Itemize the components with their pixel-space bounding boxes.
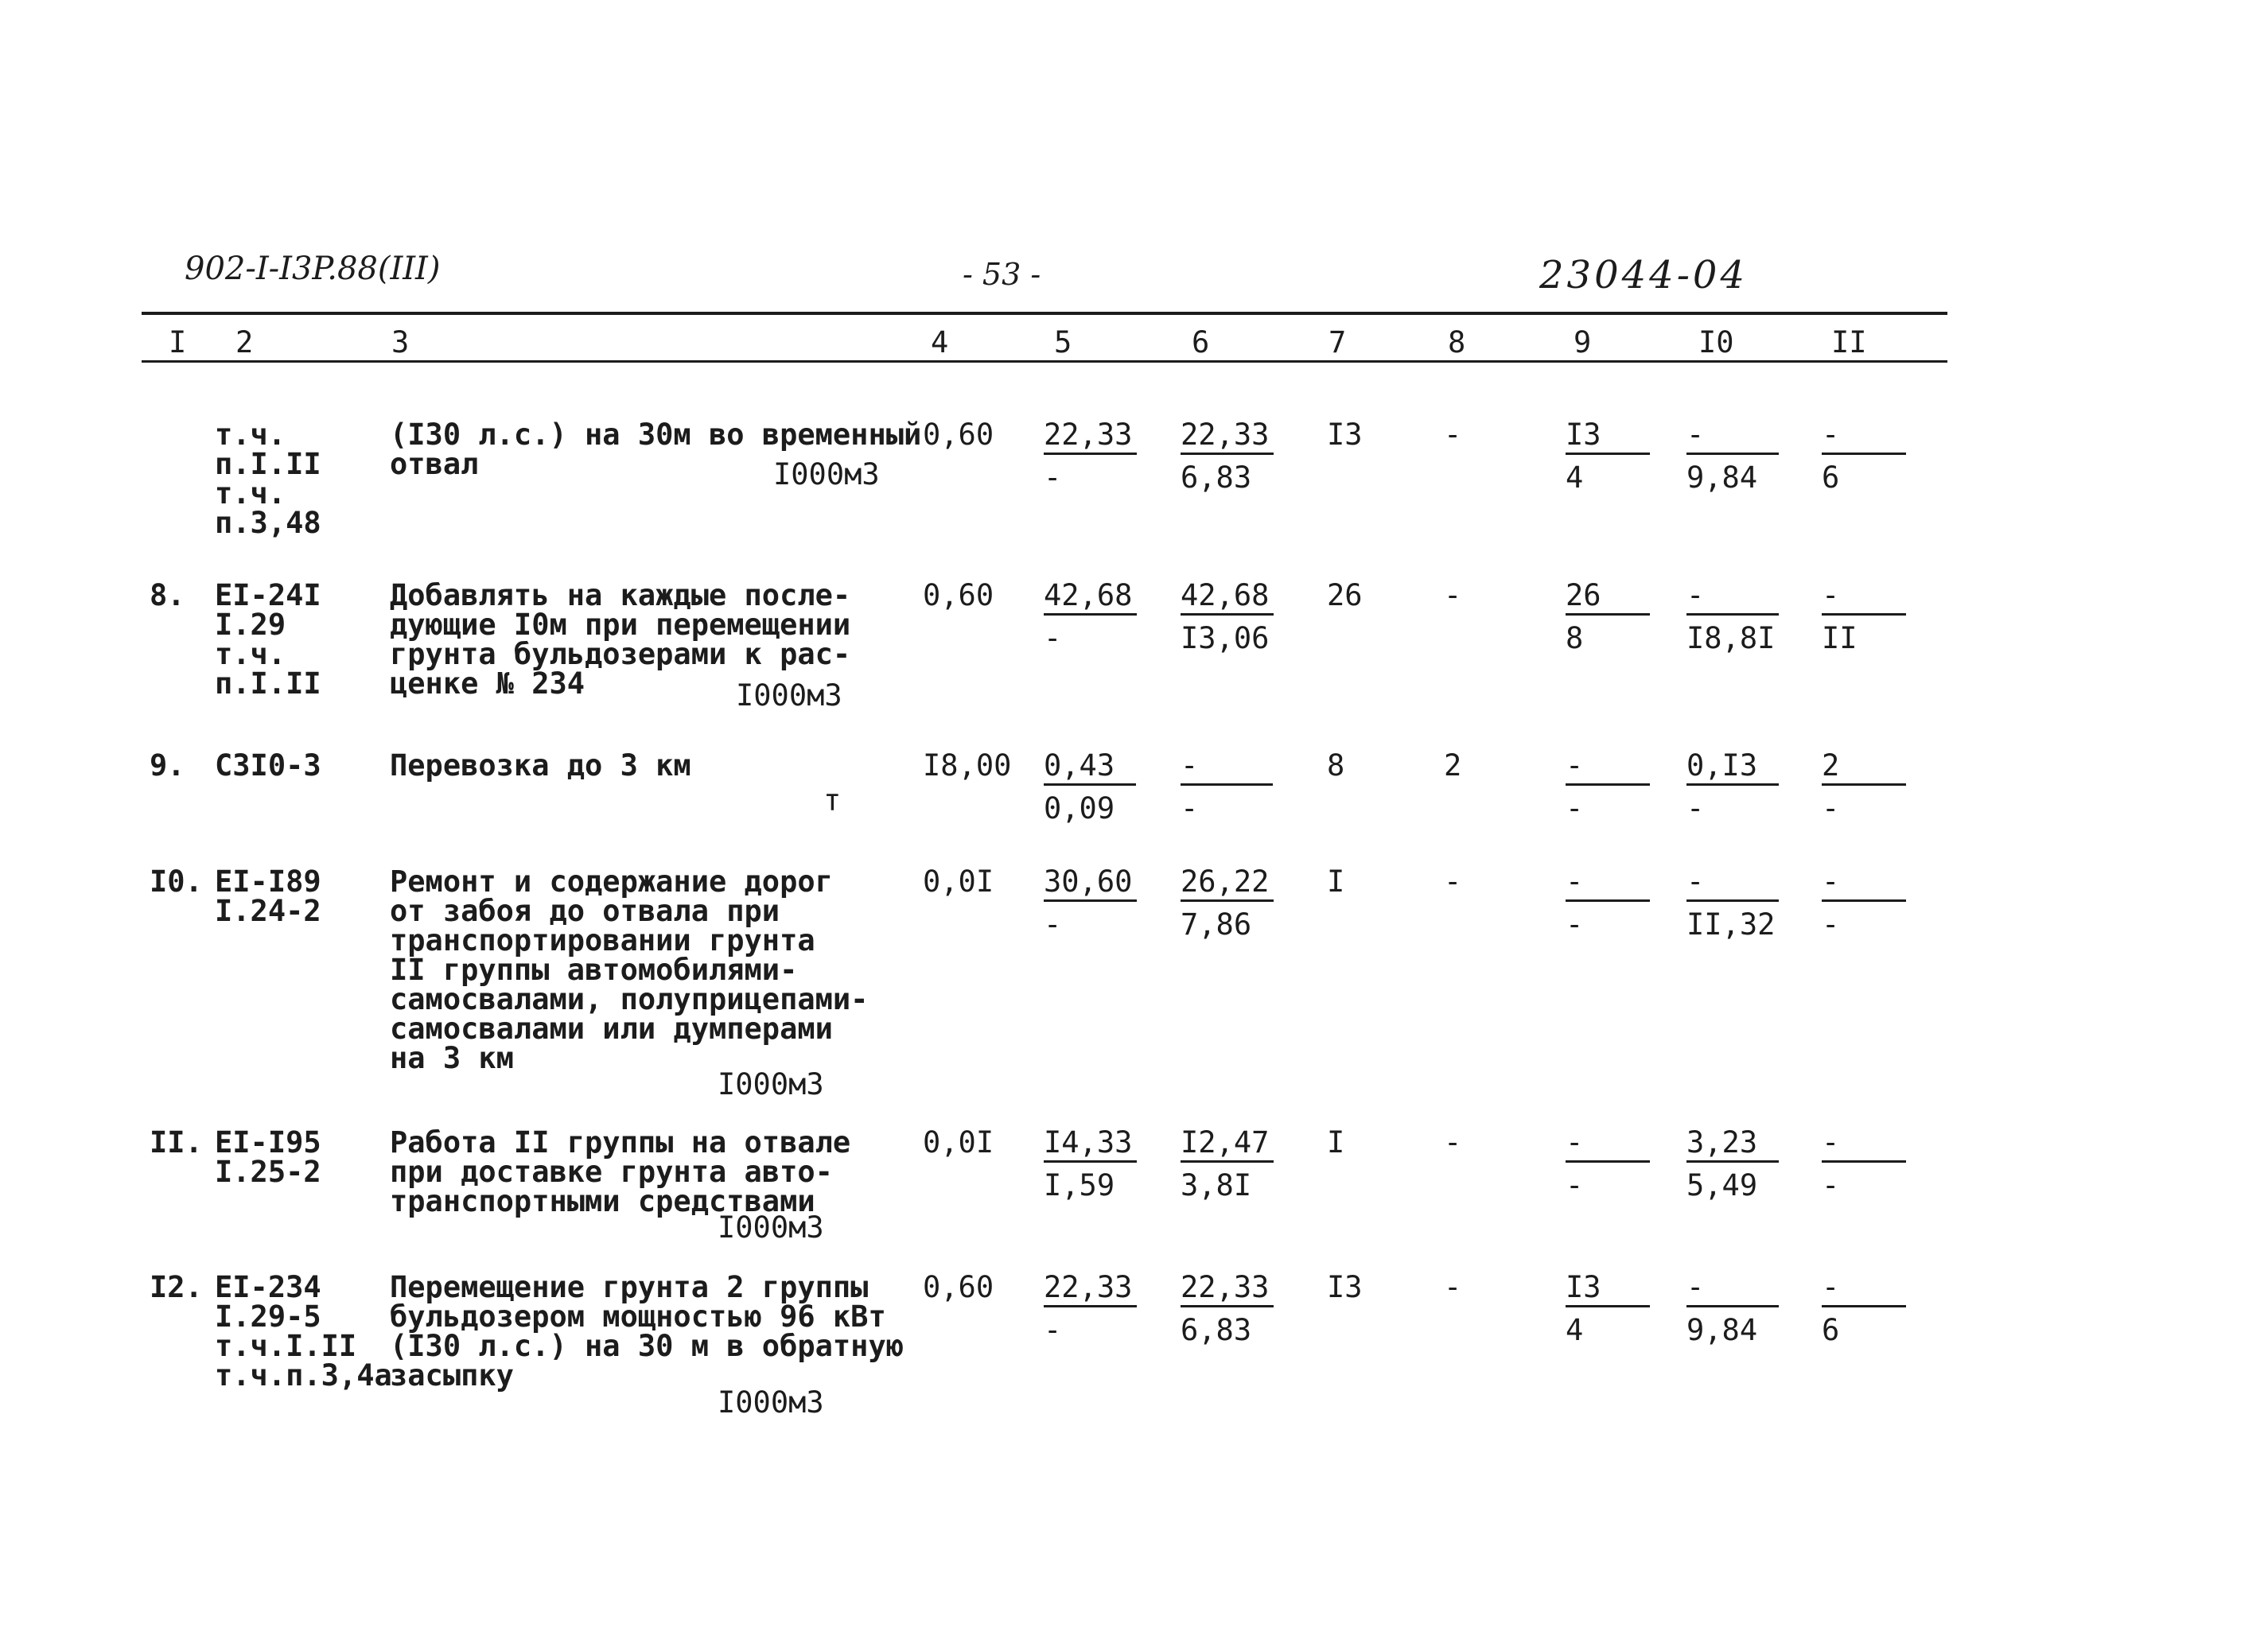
- row-c5-denominator: -: [1044, 621, 1062, 655]
- row-col4-value: 0,60: [923, 1270, 994, 1304]
- row-description-line: грунта бульдозерами к рас-: [390, 637, 851, 671]
- row-c10-denominator: I8,8I: [1686, 621, 1776, 655]
- row-unit: т: [823, 783, 842, 818]
- row-unit: I000м3: [773, 457, 880, 491]
- row-c6-numerator: I2,47: [1181, 1128, 1274, 1163]
- row-c10-numerator: 0,I3: [1686, 751, 1779, 786]
- row-col8-value: -: [1444, 418, 1462, 452]
- row-c6-denominator: I3,06: [1181, 621, 1270, 655]
- row-description-line: от забоя до отвала при: [390, 894, 780, 928]
- row-c10-numerator: -: [1686, 420, 1779, 455]
- row-code-line: т.ч.I.II: [215, 1329, 357, 1363]
- row-code-line: т.ч.: [215, 637, 286, 671]
- row-code-line: EI-I95: [215, 1125, 321, 1160]
- row-c10-numerator: -: [1686, 867, 1779, 902]
- column-header-9: 9: [1574, 325, 1592, 359]
- row-c5-numerator: 0,43: [1044, 751, 1136, 786]
- row-description-line: транспортировании грунта: [390, 923, 815, 958]
- row-c11-denominator: 6: [1822, 1313, 1840, 1347]
- row-c5-numerator: 22,33: [1044, 1272, 1137, 1307]
- row-c6-denominator: 6,83: [1181, 460, 1252, 495]
- row-c9-numerator: -: [1566, 867, 1650, 902]
- row-c11-denominator: -: [1822, 791, 1840, 826]
- row-description-line: при доставке грунта авто-: [390, 1155, 833, 1189]
- row-c11-denominator: 6: [1822, 460, 1840, 495]
- row-c5-numerator: I4,33: [1044, 1128, 1137, 1163]
- row-c10-numerator: -: [1686, 1272, 1779, 1307]
- row-c5-numerator: 30,60: [1044, 867, 1137, 902]
- row-col8-value: -: [1444, 864, 1462, 899]
- row-col7-value: I: [1327, 1125, 1345, 1160]
- row-c11-numerator: 2: [1822, 751, 1906, 786]
- row-col4-value: 0,0I: [923, 1125, 994, 1160]
- row-c6-numerator: 22,33: [1181, 1272, 1274, 1307]
- row-col4-value: 0,60: [923, 578, 994, 612]
- row-description-line: ценке № 234: [390, 666, 585, 701]
- row-description-line: транспортными средствами: [390, 1184, 815, 1218]
- row-c9-denominator: -: [1566, 791, 1584, 826]
- row-c9-denominator: 4: [1566, 1313, 1584, 1347]
- row-c10-numerator: -: [1686, 581, 1779, 616]
- row-c6-numerator: -: [1181, 751, 1273, 786]
- row-unit: I000м3: [718, 1067, 824, 1101]
- row-col7-value: I3: [1327, 418, 1363, 452]
- row-description-line: самосвалами или думперами: [390, 1012, 833, 1046]
- row-c6-denominator: 7,86: [1181, 907, 1252, 942]
- row-code-line: т.ч.п.3,4а: [215, 1358, 392, 1393]
- row-c10-denominator: -: [1686, 791, 1705, 826]
- column-header-8: 8: [1448, 325, 1466, 359]
- row-number: I0.: [150, 864, 203, 899]
- row-c11-numerator: -: [1822, 420, 1906, 455]
- row-c11-numerator: -: [1822, 581, 1906, 616]
- row-c11-numerator: -: [1822, 1272, 1906, 1307]
- row-c6-denominator: -: [1181, 791, 1199, 826]
- row-col8-value: 2: [1444, 748, 1462, 783]
- row-description-line: Перевозка до 3 км: [390, 748, 691, 783]
- row-col7-value: 26: [1327, 578, 1363, 612]
- document-code: 902-I-I3P.88(III): [185, 251, 441, 287]
- row-code-line: п.3,48: [215, 506, 321, 540]
- row-description-line: засыпку: [390, 1358, 514, 1393]
- row-c6-numerator: 22,33: [1181, 420, 1274, 455]
- row-c11-denominator: II: [1822, 621, 1858, 655]
- row-code-line: EI-I89: [215, 864, 321, 899]
- row-col8-value: -: [1444, 1125, 1462, 1160]
- column-header-2: 2: [235, 325, 254, 359]
- row-code-line: I.29-5: [215, 1299, 321, 1334]
- row-col4-value: I8,00: [923, 748, 1012, 783]
- row-description-line: отвал: [390, 447, 479, 481]
- row-code-line: т.ч.: [215, 418, 286, 452]
- row-c10-numerator: 3,23: [1686, 1128, 1779, 1163]
- row-c5-denominator: -: [1044, 1313, 1062, 1347]
- column-header-4: 4: [931, 325, 949, 359]
- row-description-line: II группы автомобилями-: [390, 953, 798, 987]
- row-code-line: C3I0-3: [215, 748, 321, 783]
- row-c5-denominator: I,59: [1044, 1168, 1115, 1202]
- row-col8-value: -: [1444, 1270, 1462, 1304]
- row-number: I2.: [150, 1270, 203, 1304]
- row-code-line: п.I.II: [215, 666, 321, 701]
- row-col7-value: 8: [1327, 748, 1345, 783]
- column-header-11: II: [1831, 325, 1867, 359]
- row-code-line: т.ч.: [215, 476, 286, 511]
- row-c10-denominator: II,32: [1686, 907, 1776, 942]
- row-c5-denominator: 0,09: [1044, 791, 1115, 826]
- row-code-line: I.29: [215, 608, 286, 642]
- row-c9-numerator: -: [1566, 1128, 1650, 1163]
- row-number: 8.: [150, 578, 185, 612]
- row-c9-denominator: -: [1566, 907, 1584, 942]
- table-header-rule: [142, 360, 1947, 363]
- row-col4-value: 0,0I: [923, 864, 994, 899]
- row-code-line: I.24-2: [215, 894, 321, 928]
- row-description-line: на 3 км: [390, 1041, 514, 1075]
- row-c9-numerator: I3: [1566, 420, 1650, 455]
- row-c6-denominator: 3,8I: [1181, 1168, 1252, 1202]
- column-header-7: 7: [1329, 325, 1347, 359]
- column-header-5: 5: [1054, 325, 1072, 359]
- row-unit: I000м3: [718, 1385, 824, 1420]
- row-description-line: дующие I0м при перемещении: [390, 608, 851, 642]
- row-c11-numerator: -: [1822, 867, 1906, 902]
- row-c6-numerator: 26,22: [1181, 867, 1274, 902]
- row-description-line: самосвалами, полуприцепами-: [390, 982, 869, 1016]
- row-c5-denominator: -: [1044, 460, 1062, 495]
- row-c10-denominator: 5,49: [1686, 1168, 1758, 1202]
- row-description-line: Перемещение грунта 2 группы: [390, 1270, 869, 1304]
- row-c6-numerator: 42,68: [1181, 581, 1274, 616]
- row-c9-denominator: 8: [1566, 621, 1584, 655]
- row-unit: I000м3: [736, 678, 842, 713]
- row-c11-numerator: -: [1822, 1128, 1906, 1163]
- column-header-10: I0: [1698, 325, 1734, 359]
- row-c9-denominator: 4: [1566, 460, 1584, 495]
- row-c10-denominator: 9,84: [1686, 460, 1758, 495]
- row-c9-numerator: -: [1566, 751, 1650, 786]
- row-col7-value: I: [1327, 864, 1345, 899]
- row-code-line: EI-24I: [215, 578, 321, 612]
- row-code-line: п.I.II: [215, 447, 321, 481]
- row-description-line: Ремонт и содержание дорог: [390, 864, 833, 899]
- row-number: 9.: [150, 748, 185, 783]
- column-header-1: I: [169, 325, 187, 359]
- row-code-line: I.25-2: [215, 1155, 321, 1189]
- row-col8-value: -: [1444, 578, 1462, 612]
- row-c5-numerator: 22,33: [1044, 420, 1137, 455]
- row-c5-numerator: 42,68: [1044, 581, 1137, 616]
- row-description-line: (I30 л.с.) на 30 м в обратную: [390, 1329, 904, 1363]
- row-code-line: EI-234: [215, 1270, 321, 1304]
- inventory-number: 23044-04: [1539, 253, 1748, 297]
- table-top-rule: [142, 312, 1947, 315]
- column-header-6: 6: [1192, 325, 1210, 359]
- row-description-line: бульдозером мощностью 96 кВт: [390, 1299, 886, 1334]
- row-number: II.: [150, 1125, 203, 1160]
- row-description-line: (I30 л.с.) на 30м во временный: [390, 418, 922, 452]
- row-c9-denominator: -: [1566, 1168, 1584, 1202]
- page-number: - 53 -: [963, 257, 1041, 292]
- row-c9-numerator: 26: [1566, 581, 1650, 616]
- row-c11-denominator: -: [1822, 1168, 1840, 1202]
- row-description-line: Добавлять на каждые после-: [390, 578, 851, 612]
- row-c5-denominator: -: [1044, 907, 1062, 942]
- row-c10-denominator: 9,84: [1686, 1313, 1758, 1347]
- row-c6-denominator: 6,83: [1181, 1313, 1252, 1347]
- row-unit: I000м3: [718, 1210, 824, 1245]
- column-header-3: 3: [391, 325, 410, 359]
- row-col4-value: 0,60: [923, 418, 994, 452]
- row-c9-numerator: I3: [1566, 1272, 1650, 1307]
- row-description-line: Работа II группы на отвале: [390, 1125, 851, 1160]
- row-col7-value: I3: [1327, 1270, 1363, 1304]
- row-c11-denominator: -: [1822, 907, 1840, 942]
